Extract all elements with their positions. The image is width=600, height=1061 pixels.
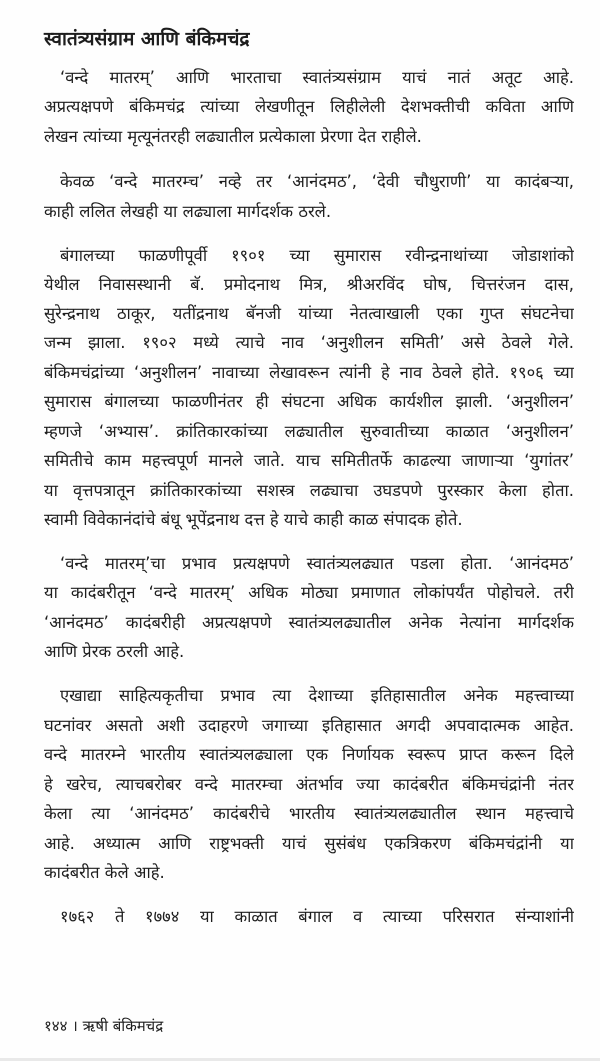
- paragraph-2-line-1: केवळ ‘वन्दे मातरम्च’ नव्हे तर ‘आनंदमठ’, ‘देवी चौधुराणी’ या कादंबऱ्या,: [60, 172, 574, 191]
- paragraph-5-line-4: हे खरेच, त्याचबरोबर वन्दे मातरम्चा अंतर्भाव ज्या कादंबरीत बंकिमचंद्रांनी नंतर: [44, 775, 574, 794]
- paragraph-3-line-4: जन्म झाला. १९०२ मध्ये त्याचे नाव ‘अनुशीलन समिती’ असे ठेवले गेले.: [44, 333, 574, 352]
- paragraph-5-line-3: वन्दे मातरम्ने भारतीय स्वातंत्र्यलढ्याला एक निर्णायक स्वरूप प्राप्त करून दिले: [44, 745, 574, 764]
- paragraph-3-line-3: सुरेन्द्रनाथ ठाकूर, यतींद्रनाथ बॅनजी यांच्या नेतत्वाखाली एका गुप्त संघटनेचा: [44, 304, 574, 323]
- paragraph-3-line-2: येथील निवासस्थानी बॅ. प्रमोदनाथ मित्र, श्रीअरविंद घोष, चित्तरंजन दास,: [44, 275, 574, 294]
- paragraph-4-line-4: आणि प्रेरक ठरली आहे.: [44, 642, 185, 661]
- paragraph-3-line-6: सुमारास बंगालच्या फाळणीनंतर ही संघटना अधिक कार्यशील झाली. ‘अनुशीलन’: [44, 392, 574, 411]
- paragraph-5-line-2: घटनांवर असतो अशी उदाहरणे जगाच्या इतिहासात अगदी अपवादात्मक आहेत.: [44, 716, 574, 735]
- paragraph-4-line-3: ‘आनंदमठ’ कादंबरीही अप्रत्यक्षपणे स्वातंत्र्यलढ्यातील अनेक नेत्यांना मार्गदर्शक: [44, 613, 574, 632]
- paragraph-6-line-1: १७६२ ते १७७४ या काळात बंगाल व त्याच्या परिसरात संन्याशांनी: [60, 907, 574, 926]
- paragraph-3-line-8: समितीचे काम महत्त्वपूर्ण मानले जाते. याच समितीतर्फे काढल्या जाणाऱ्या ‘युगांतर’: [44, 451, 574, 470]
- paragraph-3-line-1: बंगालच्या फाळणीपूर्वी १९०१ च्या सुमारास रवीन्द्रनाथांच्या जोडाशांको: [60, 246, 574, 265]
- paragraph-3-line-5: बंकिमचंद्रांच्या ‘अनुशीलन’ नावाच्या लेखावरून त्यांनी हे नाव ठेवले होते. १९०६ च्या: [44, 363, 574, 382]
- paragraph-1-line-2: अप्रत्यक्षपणे बंकिमचंद्र त्यांच्या लेखणीतून लिहीलेली देशभक्तीची कविता आणि: [44, 97, 574, 116]
- page-footer: १४४ । ऋषी बंकिमचंद्र: [44, 1017, 164, 1035]
- paragraph-3-line-9: या वृत्तपत्रातून क्रांतिकारकांच्या सशस्त्र लढ्याचा उघडपणे पुरस्कार केला होता.: [44, 481, 574, 500]
- section-heading: स्वातंत्र्यसंग्राम आणि बंकिमचंद्र: [44, 28, 250, 50]
- paragraph-4-line-2: या कादंबरीतून ‘वन्दे मातरम्’ अधिक मोठ्या प्रमाणात लोकांपर्यंत पोहोचले. तरी: [44, 583, 574, 602]
- paragraph-3-line-7: म्हणजे ‘अभ्यास’. क्रांतिकारकांच्या लढ्यातील सुरुवातीच्या काळात ‘अनुशीलन’: [44, 422, 574, 441]
- paragraph-5-line-7: कादंबरीत केले आहे.: [44, 863, 165, 882]
- paragraph-2-line-2: काही ललित लेखही या लढ्याला मार्गदर्शक ठरले.: [44, 202, 332, 221]
- paragraph-4-line-1: ‘वन्दे मातरम्’चा प्रभाव प्रत्यक्षपणे स्वातंत्र्यलढ्यात पडला होता. ‘आनंदमठ’: [60, 554, 574, 573]
- paragraph-5-line-5: केला त्या ‘आनंदमठ’ कादंबरीचे भारतीय स्वातंत्र्यलढ्यातील स्थान महत्त्वाचे: [44, 804, 574, 823]
- paragraph-3-line-10: स्वामी विवेकानंदांचे बंधू भूपेंद्रनाथ दत्त हे याचे काही काळ संपादक होते.: [44, 510, 463, 529]
- paragraph-5-line-1: एखाद्या साहित्यकृतीचा प्रभाव त्या देशाच्या इतिहासातील अनेक महत्त्वाच्या: [60, 686, 574, 705]
- paragraph-1-line-3: लेखन त्यांच्या मृत्यूनंतरही लढ्यातील प्रत्येकाला प्रेरणा देत राहीले.: [44, 127, 422, 146]
- paragraph-1-line-1: ‘वन्दे मातरम्’ आणि भारताचा स्वातंत्र्यसंग्राम याचं नातं अतूट आहे.: [60, 68, 574, 87]
- paragraph-5-line-6: आहे. अध्यात्म आणि राष्ट्रभक्ती याचं सुसंबंध एकत्रिकरण बंकिमचंद्रांनी या: [44, 834, 574, 853]
